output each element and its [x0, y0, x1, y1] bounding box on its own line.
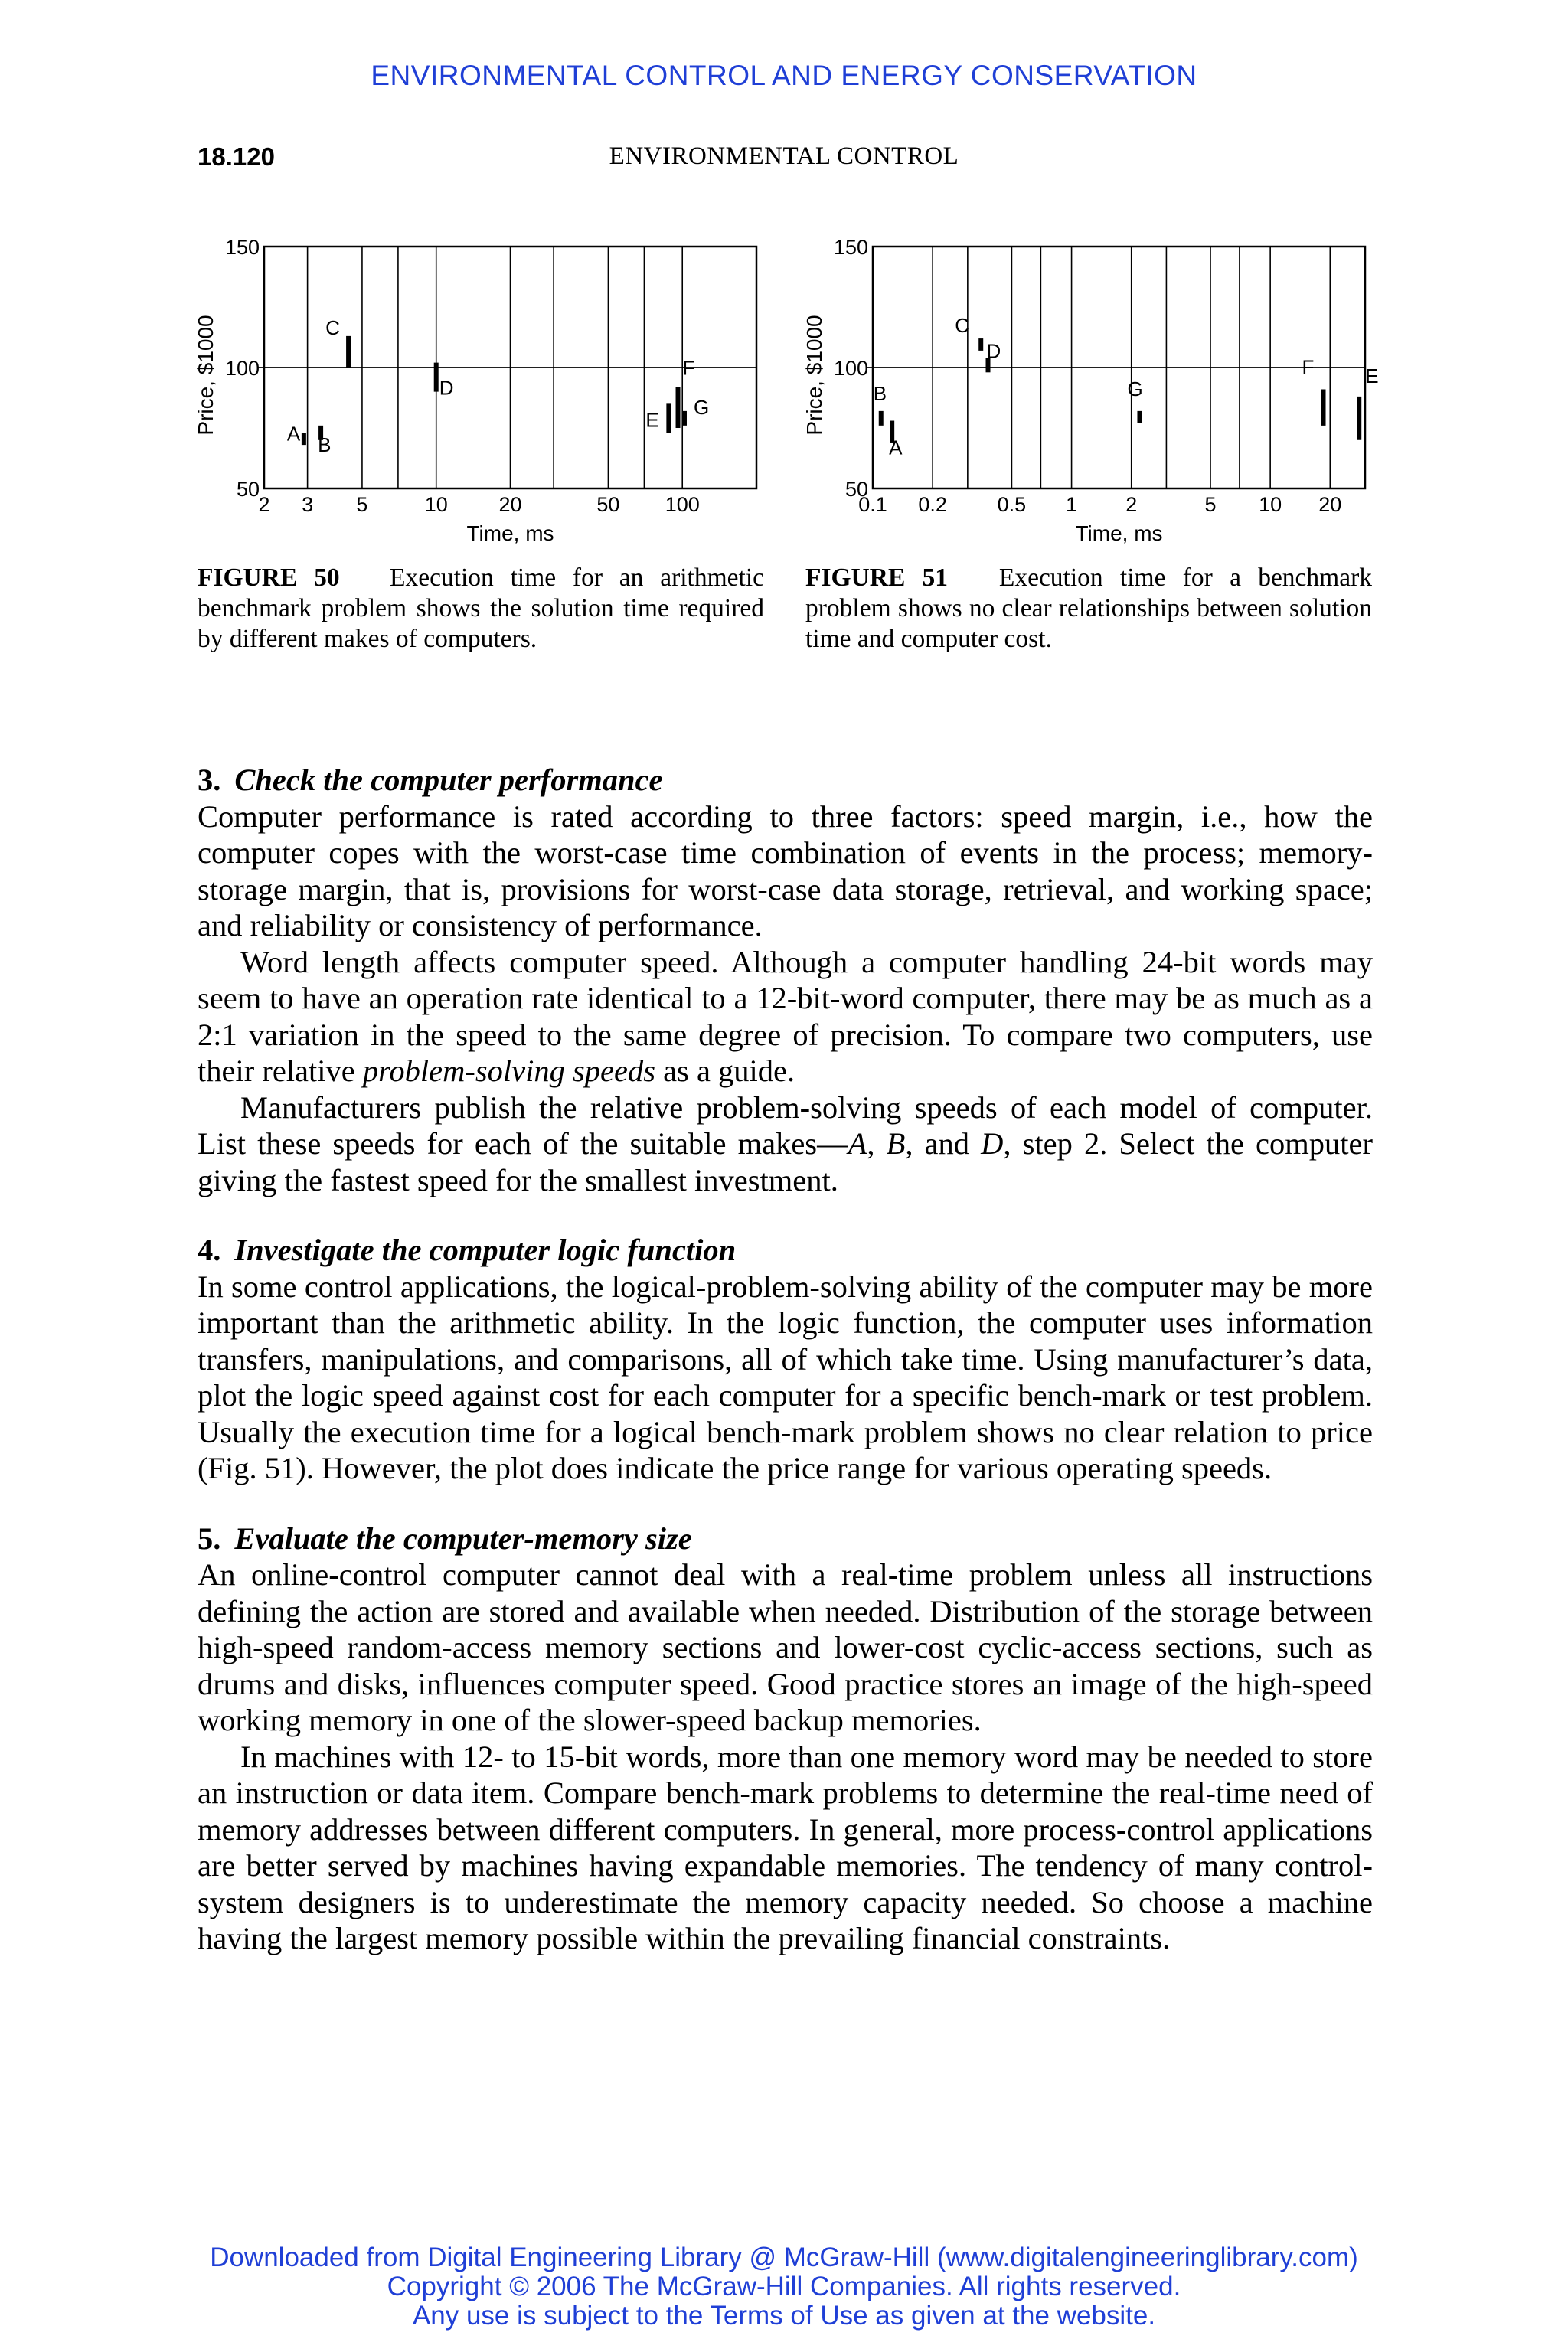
data-label-A: A: [889, 436, 903, 459]
text-run: , and: [905, 1126, 982, 1161]
section-title: Investigate the computer logic function: [234, 1233, 737, 1267]
x-tick-label: 1: [1066, 493, 1078, 516]
text-run: Manufacturers publish the relative problem-solving speeds of each model of computer. List these speeds for each of the suitable makes—: [198, 1089, 1373, 1161]
y-tick-label: 50: [844, 478, 868, 501]
x-tick-label: 0.5: [997, 493, 1027, 516]
x-tick-label: 10: [1259, 493, 1282, 516]
emphasis-text: D: [981, 1126, 1004, 1161]
paragraph: [198, 1089, 1373, 1199]
emphasis-text: problem-solving speeds: [362, 1054, 655, 1088]
data-label-C: C: [325, 315, 340, 339]
footer: [0, 2243, 1568, 2331]
data-label-D: D: [439, 376, 454, 400]
paragraph: [198, 1557, 1373, 1739]
data-label-F: F: [1302, 355, 1315, 379]
x-tick-label: 5: [1204, 493, 1217, 516]
data-label-D: D: [986, 339, 1001, 363]
running-title: ENVIRONMENTAL CONTROL: [609, 142, 959, 170]
section-5: [198, 1521, 1373, 1957]
x-tick-label: 2: [1125, 493, 1138, 516]
x-axis-label: Time, ms: [1075, 521, 1163, 545]
figure-50-label: FIGURE 50: [198, 564, 340, 592]
figure-50-chart: [191, 230, 773, 551]
body-text: [198, 762, 1373, 1957]
footer-download-line[interactable]: Downloaded from Digital Engineering Library @ McGraw-Hill (www.digitalengineeringlibrary.com): [210, 2243, 1358, 2272]
page-number: 18.120: [198, 142, 275, 171]
text-run: Computer performance is rated according to three factors: speed margin, i.e., how the computer copes with the worst-case time combination of events in the process; memory-storage margin, that is, provisions for worst-case data storage, retrieval, and working space; and reliability or consistency of performance.: [198, 799, 1373, 942]
text-run: , step 2. Select the computer giving the fastest speed for the smallest investment.: [198, 1126, 1374, 1197]
text-run: ,: [867, 1126, 887, 1161]
data-label-E: E: [645, 408, 659, 432]
data-label-F: F: [682, 356, 695, 380]
figure-50-caption: [198, 563, 764, 655]
data-label-G: G: [1127, 377, 1143, 400]
text-run: In machines with 12- to 15-bit words, more than one memory word may be needed to store an instruction or data item. Compare bench-mark problems to determine the real-time need of memory addresses between different computers. In general, more process-control applications are better served by machines having expandable memories. The tendency of many control-system designers is to underestimate the memory capacity needed. So choose a machine having the largest memory possible within the prevailing financial constraints.: [198, 1739, 1373, 1955]
paragraph: [198, 1739, 1373, 1957]
section-title: Check the computer performance: [234, 763, 663, 797]
data-label-G: G: [693, 395, 710, 419]
text-run: In some control applications, the logical-problem-solving ability of the computer may be more important than the arithmetic ability. In the logic function, the computer uses information transfers, manipulations, and comparisons, all of which take time. Using manufacturer’s data, plot the logic speed against cost for each computer for a specific bench-mark or test problem. Usually the execution time for a logical bench-mark problem shows no clear relation to price (Fig. 51). However, the plot does indicate the price range for various operating speeds.: [198, 1269, 1373, 1485]
x-tick-label: 0.1: [858, 493, 887, 516]
section-number: 4.: [198, 1233, 221, 1267]
paragraph: [198, 944, 1373, 1089]
x-tick-label: 3: [302, 493, 314, 516]
paragraph: [198, 799, 1373, 944]
data-label-E: E: [1365, 364, 1379, 387]
x-axis-label: Time, ms: [466, 521, 554, 545]
x-tick-label: 2: [258, 493, 270, 516]
section-heading: [198, 1232, 1373, 1269]
y-tick-label: 150: [833, 236, 868, 259]
banner-title: ENVIRONMENTAL CONTROL AND ENERGY CONSERVATION: [371, 60, 1197, 91]
section-number: 3.: [198, 763, 221, 797]
y-axis-label: Price, $1000: [802, 315, 826, 436]
figure-50-caption-text: Execution time for an arithmetic benchmark problem shows the solution time required by different makes of computers.: [198, 564, 765, 653]
y-tick-label: 100: [833, 357, 868, 380]
x-tick-label: 20: [1318, 493, 1342, 516]
x-tick-label: 50: [596, 493, 620, 516]
section-heading: [198, 762, 1373, 799]
section-number: 5.: [198, 1521, 221, 1556]
footer-terms-line[interactable]: Any use is subject to the Terms of Use as given at the website.: [412, 2301, 1156, 2331]
x-tick-label: 20: [498, 493, 522, 516]
footer-copyright-line: Copyright © 2006 The McGraw-Hill Companies. All rights reserved.: [387, 2272, 1181, 2301]
y-tick-label: 100: [224, 357, 260, 380]
x-tick-label: 5: [356, 493, 368, 516]
data-label-A: A: [286, 422, 301, 446]
y-tick-label: 50: [236, 478, 260, 501]
section-3: [198, 762, 1373, 1198]
section-heading: [198, 1521, 1373, 1557]
emphasis-text: A: [848, 1126, 867, 1161]
y-axis-label: Price, $1000: [194, 315, 217, 436]
figure-51-chart: [800, 230, 1382, 551]
paragraph: [198, 1269, 1373, 1487]
text-run: Word length affects computer speed. Although a computer handling 24-bit words may seem to have an operation rate identical to a 12-bit-word computer, there may be as much as a 2:1 variation in the speed to the same degree of precision. To compare two computers, use their relative: [198, 944, 1373, 1088]
y-tick-label: 150: [224, 236, 260, 259]
section-title: Evaluate the computer-memory size: [234, 1521, 692, 1556]
figure-51-caption: [805, 563, 1372, 655]
text-run: An online-control computer cannot deal with a real-time problem unless all instructions defining the action are stored and available when needed. Distribution of the storage between high-speed random-access memory sections and lower-cost cyclic-access sections, such as drums and disks, influences computer speed. Good practice stores an image of the high-speed working memory in one of the slower-speed backup memories.: [198, 1557, 1373, 1737]
x-tick-label: 10: [424, 493, 448, 516]
figure-51-label: FIGURE 51: [805, 564, 949, 592]
data-label-C: C: [955, 314, 970, 338]
x-tick-label: 100: [665, 493, 700, 516]
figure-51-caption-text: Execution time for a benchmark problem shows no clear relationships between solution time and computer cost.: [805, 564, 1373, 653]
data-label-B: B: [318, 433, 332, 456]
emphasis-text: B: [886, 1126, 906, 1161]
x-tick-label: 0.2: [918, 493, 947, 516]
text-run: as a guide.: [655, 1054, 795, 1088]
data-label-B: B: [873, 381, 887, 405]
section-4: [198, 1232, 1373, 1487]
